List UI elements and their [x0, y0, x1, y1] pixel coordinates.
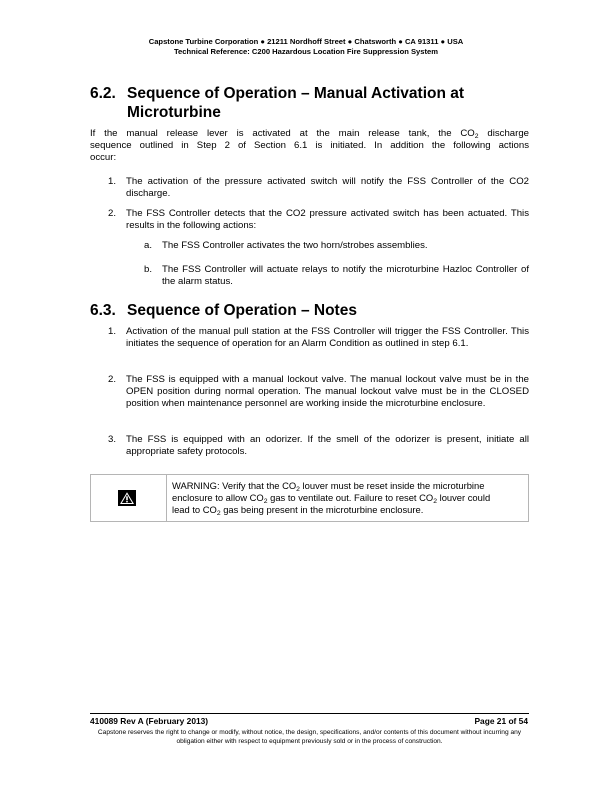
sublist-item-letter: b. — [144, 264, 153, 275]
warning-triangle-icon — [118, 490, 136, 506]
section-number: 6.2. — [90, 85, 116, 102]
section-title-line2: Microturbine — [127, 104, 221, 121]
section-6-3-heading — [90, 301, 357, 320]
list-item-text: The FSS is equipped with an odorizer. If the smell of the odorizer is present, initiate all appropriate safety protocols. — [126, 434, 529, 457]
page-header-reference: Technical Reference: C200 Hazardous Location Fire Suppression System — [173, 47, 439, 56]
page-header-address: Capstone Turbine Corporation ● 21211 Nordhoff Street ● Chatsworth ● CA 91311 ● USA — [148, 37, 464, 46]
warning-text: WARNING: Verify that the $CO_2$ louver must be reset inside the microturbine enclosure to allow $CO_2$ gas to ventilate out. Failure to reset $CO_2$ louver could lead to $CO_2$ gas being present in the microturbine enclosure. — [172, 480, 491, 517]
footer-disclaimer: Capstone reserves the right to change or modify, without notice, the design, specifications, and/or contents of this document without incurring any obligation either with respect to equipment previously sold or in the process of construction. — [97, 729, 522, 745]
list-item-number: 1. — [108, 176, 117, 187]
section-6-2-intro — [90, 128, 529, 164]
footer-document-id: 410089 Rev A (February 2013) — [90, 716, 209, 726]
list-item-number: 2. — [108, 208, 117, 219]
footer-page-number: Page 21 of 54 — [474, 716, 528, 726]
list-item-number: 2. — [108, 374, 117, 385]
section-number: 6.3. — [90, 302, 116, 319]
footer-rule — [90, 713, 529, 714]
section-title-line1: Sequence of Operation – Manual Activation at — [127, 85, 465, 102]
sublist-item-letter: a. — [144, 240, 153, 251]
list-item-text: Activation of the manual pull station at the FSS Controller will trigger the FSS Controller. This initiates the sequence of operation for an Alarm Condition as outlined in step 6.1. — [126, 326, 529, 349]
sublist-item-text: The FSS Controller will actuate relays to notify the microturbine Hazloc Controller of the alarm status. — [162, 264, 529, 287]
section-title: Sequence of Operation – Notes — [127, 302, 357, 319]
section-6-2-heading — [90, 84, 464, 122]
intro-line2: sequence outlined in Step 2 of Section 6.1 is initiated. In addition the following actions — [90, 140, 529, 151]
list-item-text: The FSS Controller detects that the CO2 pressure activated switch has been actuated. This results in the following actions: — [126, 208, 529, 231]
intro-text-a: If the manual release lever is activated at the main release tank, the CO — [90, 128, 475, 139]
intro-subscript: 2 — [474, 133, 479, 140]
list-item-text: The activation of the pressure activated switch will notify the FSS Controller of the CO2 discharge. — [126, 176, 529, 199]
list-item-text: The FSS is equipped with a manual lockout valve. The manual lockout valve must be in the OPEN position during normal operation. The manual lockout valve must be in the CLOSED position when maintenance personnel are working inside the microturbine enclosure. — [126, 374, 529, 409]
intro-line3: occur: — [90, 152, 117, 163]
intro-text-b: discharge — [478, 128, 530, 139]
warning-divider — [166, 475, 167, 521]
list-item-number: 1. — [108, 326, 117, 337]
list-item-number: 3. — [108, 434, 117, 445]
sublist-item-text: The FSS Controller activates the two horn/strobes assemblies. — [162, 240, 428, 251]
